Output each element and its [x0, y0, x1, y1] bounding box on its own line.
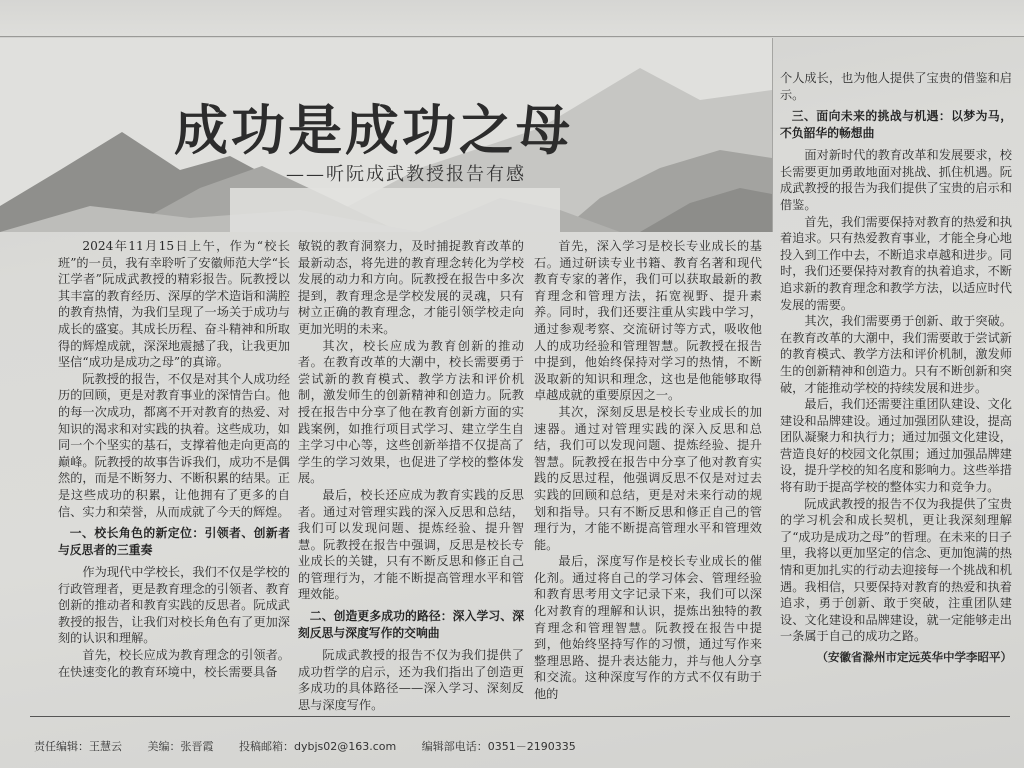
paragraph: 面对新时代的教育改革和发展要求，校长需要更加勇敢地面对挑战、抓住机遇。阮成武教授的报告为我们提供了宝贵的启示和借鉴。: [780, 148, 1012, 212]
paragraph: 首先，我们需要保持对教育的热爱和执着追求。只有热爱教育事业，才能全身心地投入到工作中去，不断追求卓越和进步。同时，我们还要保持对教育的执着追求，不断追求新的教育理念和教学方法，以适应时代发展的需要。: [780, 214, 1012, 312]
paragraph: 最后，校长还应成为教育实践的反思者。通过对管理实践的深入反思和总结，我们可以发现问题、提炼经验、提升智慧。阮教授在报告中强调，反思是校长专业成长的关键，只有不断反思和修正自己的管理行为，才能不断提高管理水平和管理效能。: [298, 487, 524, 602]
footer-phone: 编辑部电话：0351－2190335: [421, 740, 576, 753]
footer-rule: [30, 716, 1010, 717]
paragraph: 最后，深度写作是校长专业成长的催化剂。通过将自己的学习体会、管理经验和教育思考用文字记录下来，我们可以深化对教育的理解和认识，提炼出独特的教育理念和管理智慧。阮教授在报告中提到，他始终坚持写作的习惯，通过写作来整理思路、提升表达能力，并与他人分享和交流。这种深度写作的方式不仅有助于他的: [534, 554, 762, 702]
title-box-divider: [772, 38, 773, 232]
paragraph: 首先，深入学习是校长专业成长的基石。通过研读专业书籍、教育名著和现代教育专家的著作，我们可以获取最新的教育理念和管理方法，拓宽视野、提升素养。同时，我们还要注重从实践中学习，通过参观考察、交流研讨等方式，吸收他人的成功经验和管理智慧。阮教授在报告中提到，他始终保持对学习的热情，不断汲取新的知识和理念，这也是他能够取得卓越成就的重要原因之一。: [534, 239, 762, 403]
text-column-1: [58, 238, 290, 704]
text-column-3: [534, 238, 762, 704]
paragraph-continued: 个人成长，也为他人提供了宝贵的借鉴和启示。: [780, 71, 1012, 102]
footer-editor: 责任编辑：王慧云: [34, 740, 122, 753]
article-subtitle: ——听阮成武教授报告有感: [286, 164, 526, 185]
paragraph: 作为现代中学校长，我们不仅是学校的行政管理者，更是教育理念的引领者、教育创新的推动者和教育实践的反思者。阮成武教授的报告，让我们对校长角色有了更加深刻的认识和理解。: [58, 565, 290, 646]
section-heading: 三、面向未来的挑战与机遇：以梦为马，不负韶华的畅想曲: [780, 109, 1012, 141]
faded-header-band: [0, 0, 1024, 36]
paragraph: 阮成武教授的报告不仅为我提供了宝贵的学习机会和成长契机，更让我深刻理解了“成功是成功之母”的哲理。在未来的日子里，我将以更加坚定的信念、更加饱满的热情和更加扎实的行动去迎接每一个挑战和机遇。我相信，只要保持对教育的热爱和执着追求，勇于创新、敢于突破，注重团队建设、文化建设和品牌建设，就一定能够走出一条属于自己的成功之路。: [780, 496, 1012, 644]
paragraph: 其次，我们需要勇于创新、敢于突破。在教育改革的大潮中，我们需要敢于尝试新的教育模式、教学方法和评价机制，激发师生的创新精神和创造力。只有不断创新和突破，才能推动学校的持续发展和进步。: [780, 314, 1012, 395]
header-rule: [0, 36, 1024, 37]
paragraph-continued: 敏锐的教育洞察力，及时捕捉教育改革的最新动态，将先进的教育理念转化为学校发展的动力和方向。阮教授在报告中多次提到，教育理念是学校发展的灵魂，只有树立正确的教育理念，才能引领学校走向更加光明的未来。: [298, 239, 524, 336]
footer-designer: 美编：张晋霞: [147, 740, 214, 753]
paragraph: 首先，校长应成为教育理念的引领者。在快速变化的教育环境中，校长需要具备: [58, 648, 290, 679]
paragraph: 最后，我们还需要注重团队建设、文化建设和品牌建设。通过加强团队建设，提高团队凝聚力和执行力；通过加强文化建设，营造良好的校园文化氛围；通过加强品牌建设，提升学校的知名度和影响力。这些举措将有助于提高学校的整体实力和竞争力。: [780, 397, 1012, 495]
title-banner: [0, 38, 772, 232]
paragraph: 2024年11月15日上午，作为“校长班”的一员，我有幸聆听了安徽师范大学“长江学者”阮成武教授的精彩报告。阮教授以其丰富的教育经历、深厚的学术造诣和满腔的教育热情，为我们呈现了一场关于成功与成长的盛宴。其成长历程、奋斗精神和所取得的辉煌成就，深深地震撼了我，让我更加坚信“成功是成功之母”的真谛。: [58, 239, 290, 370]
text-column-4: [780, 70, 1012, 706]
article-title: 成功是成功之母: [174, 98, 573, 162]
text-column-2: [298, 238, 524, 712]
paragraph: 其次，校长应成为教育创新的推动者。在教育改革的大潮中，校长需要勇于尝试新的教育模式、教学方法和评价机制，激发师生的创新精神和创造力。阮教授在报告中分享了他在教育创新方面的实践案例，如推行项目式学习、建立学生自主学习中心等，这些创新举措不仅提高了学生的学习效果，也促进了学校的整体发展。: [298, 338, 524, 486]
page-footer: [34, 738, 598, 754]
section-heading: 一、校长角色的新定位：引领者、创新者与反思者的三重奏: [58, 526, 290, 558]
paragraph: 阮教授的报告，不仅是对其个人成功经历的回顾，更是对教育事业的深情告白。他的每一次成功，都离不开对教育的热爱、对知识的渴求和对实践的执着。这些成功，如同一个个坚实的基石，支撑着他走向更高的巅峰。阮教授的故事告诉我们，成功不是偶然的，而是不断努力、不断积累的结果。正是这些成功的积累，让他拥有了更多的自信、实力和荣誉，从而成就了今天的辉煌。: [58, 371, 290, 519]
footer-email: 投稿邮箱：dybjs02@163.com: [239, 740, 397, 753]
paragraph: 其次，深刻反思是校长专业成长的加速器。通过对管理实践的深入反思和总结，我们可以发现问题、提炼经验、提升智慧。阮教授在报告中分享了他对教育实践的反思过程，他强调反思不仅是对过去实践的回顾和总结，更是对未来行动的规划和指导。只有不断反思和修正自己的管理行为，才能不断提高管理水平和管理效能。: [534, 404, 762, 552]
author-byline: （安徽省滁州市定远英华中学李昭平）: [816, 650, 1012, 664]
paragraph: 阮成武教授的报告不仅为我们提供了成功哲学的启示，还为我们指出了创造更多成功的具体路径——深入学习、深刻反思与深度写作。: [298, 648, 524, 712]
section-heading: 二、创造更多成功的路径：深入学习、深刻反思与深度写作的交响曲: [298, 609, 524, 641]
